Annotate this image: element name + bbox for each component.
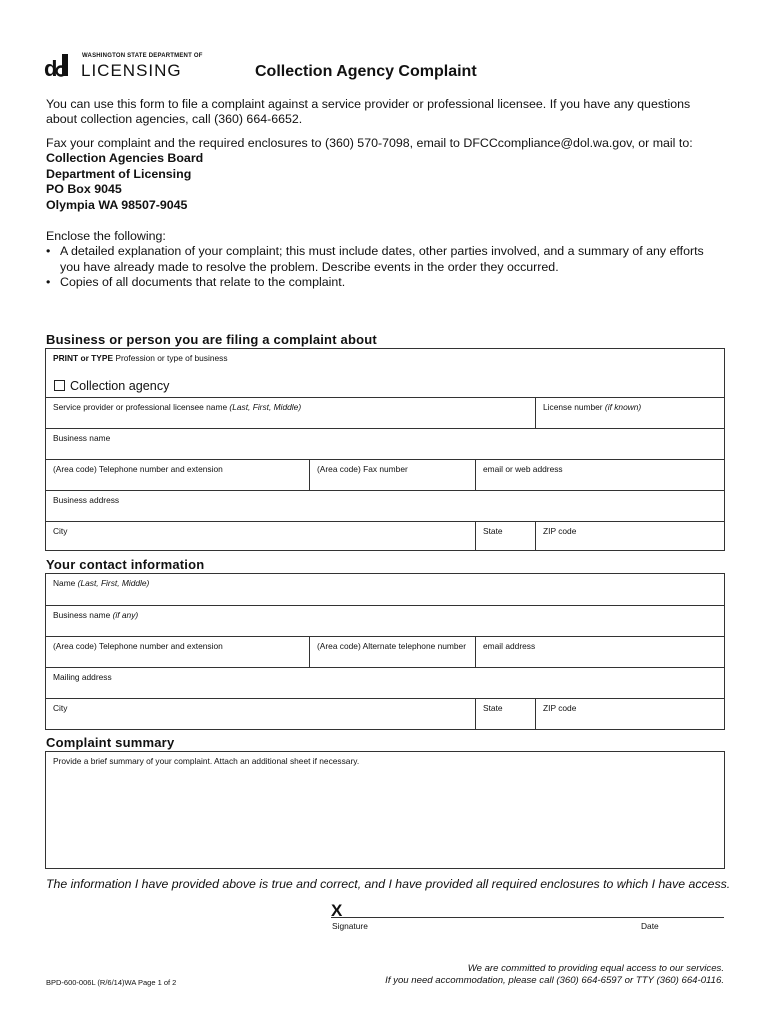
signature-label: Signature xyxy=(332,921,368,931)
summary-instructions: Provide a brief summary of your complaint. Attach an additional sheet if necessary. xyxy=(53,756,360,766)
contact-city-row xyxy=(46,698,724,730)
contact-name-label: Name xyxy=(53,578,76,588)
contact-phone-field[interactable] xyxy=(46,637,309,667)
contact-city-field[interactable] xyxy=(46,699,475,730)
business-address-field[interactable] xyxy=(46,491,724,521)
business-zip-field[interactable] xyxy=(535,522,724,551)
business-address-label: Business address xyxy=(53,495,120,505)
business-state-field[interactable] xyxy=(475,522,535,551)
collection-agency-checkbox[interactable] xyxy=(54,380,65,391)
business-fax-field[interactable] xyxy=(309,460,475,490)
dol-logo-mark-icon xyxy=(44,52,78,80)
contact-name-row xyxy=(46,574,724,605)
contact-section-heading: Your contact information xyxy=(46,557,205,572)
business-phone-row xyxy=(46,459,724,490)
svg-text:d: d xyxy=(44,56,58,80)
contact-mailing-address-field[interactable] xyxy=(46,668,724,698)
enclose-item-1-line-1: A detailed explanation of your complaint; this must include dates, other parties involved, and a summary of any efforts xyxy=(60,244,704,258)
contact-state-label: State xyxy=(483,703,503,713)
contact-form xyxy=(45,573,725,730)
contact-business-name-hint: (if any) xyxy=(110,610,139,620)
licensee-row xyxy=(46,397,724,428)
business-zip-label: ZIP code xyxy=(543,526,577,536)
business-address-row xyxy=(46,490,724,521)
license-number-field[interactable] xyxy=(535,398,724,428)
contact-business-name-field[interactable] xyxy=(46,606,724,636)
license-number-label: License number xyxy=(543,402,603,412)
bullet-icon: • xyxy=(46,275,51,289)
business-email-field[interactable] xyxy=(475,460,724,490)
dol-logo xyxy=(44,50,203,82)
licensee-name-field[interactable] xyxy=(46,398,535,428)
fax-instructions: Fax your complaint and the required enclosures to (360) 570-7098, email to DFCCcompliance@dol.wa.gov, or mail to: xyxy=(46,136,693,150)
business-section-heading: Business or person you are filing a complaint about xyxy=(46,332,377,347)
business-phone-label: (Area code) Telephone number and extension xyxy=(53,464,223,474)
business-phone-field[interactable] xyxy=(46,460,309,490)
address-line-2: Department of Licensing xyxy=(46,167,192,181)
business-city-label: City xyxy=(53,526,68,536)
license-number-hint: (if known) xyxy=(602,402,642,412)
business-state-label: State xyxy=(483,526,503,536)
collection-agency-label: Collection agency xyxy=(70,379,170,393)
profession-row[interactable] xyxy=(46,349,724,397)
address-line-4: Olympia WA 98507-9045 xyxy=(46,198,188,212)
enclose-heading: Enclose the following: xyxy=(46,229,166,243)
licensee-name-label: Service provider or professional licensee name xyxy=(53,402,228,412)
intro-line-2: about collection agencies, call (360) 664-6652. xyxy=(46,112,303,126)
contact-alt-phone-label: (Area code) Alternate telephone number xyxy=(317,641,466,651)
address-line-3: PO Box 9045 xyxy=(46,182,122,196)
contact-name-field[interactable] xyxy=(46,574,724,605)
profession-label: Profession or type of business xyxy=(113,353,228,363)
contact-email-field[interactable] xyxy=(475,637,724,667)
enclose-item-2-text: Copies of all documents that relate to the complaint. xyxy=(60,275,346,289)
print-type-label: PRINT or TYPE xyxy=(53,353,114,363)
contact-phone-row xyxy=(46,636,724,667)
business-fax-label: (Area code) Fax number xyxy=(317,464,408,474)
contact-name-hint: (Last, First, Middle) xyxy=(75,578,150,588)
business-name-field[interactable] xyxy=(46,429,724,459)
business-city-field[interactable] xyxy=(46,522,475,551)
logo-licensing: LICENSING xyxy=(81,61,182,80)
business-city-row xyxy=(46,521,724,551)
contact-state-field[interactable] xyxy=(475,699,535,730)
business-name-label: Business name xyxy=(53,433,111,443)
licensee-name-hint: (Last, First, Middle) xyxy=(227,402,302,412)
contact-business-name-label: Business name xyxy=(53,610,111,620)
signature-line[interactable] xyxy=(331,917,724,918)
contact-email-label: email address xyxy=(483,641,536,651)
address-line-1: Collection Agencies Board xyxy=(46,151,204,165)
bullet-icon: • xyxy=(46,244,51,258)
logo-department: WASHINGTON STATE DEPARTMENT OF xyxy=(82,53,203,59)
access-line-2: If you need accommodation, please call (360) 664-6597 or TTY (360) 664-0116. xyxy=(385,975,724,986)
contact-alt-phone-field[interactable] xyxy=(309,637,475,667)
signature-x-mark: X xyxy=(331,901,343,920)
contact-city-label: City xyxy=(53,703,68,713)
date-label: Date xyxy=(641,921,659,931)
summary-textarea[interactable] xyxy=(45,751,725,869)
contact-zip-label: ZIP code xyxy=(543,703,577,713)
page-title: Collection Agency Complaint xyxy=(255,63,477,80)
contact-zip-field[interactable] xyxy=(535,699,724,730)
business-name-row xyxy=(46,428,724,459)
attestation-text: The information I have provided above is true and correct, and I have provided all required enclosures to which I have access. xyxy=(46,877,731,891)
summary-instructions-cell xyxy=(46,752,724,868)
access-line-1: We are committed to providing equal access to our services. xyxy=(467,963,724,974)
contact-business-row xyxy=(46,605,724,636)
form-id: BPD-600-006L (R/6/14)WA Page 1 of 2 xyxy=(46,978,177,987)
summary-section-heading: Complaint summary xyxy=(46,735,175,750)
enclose-item-1-line-2: you have already made to resolve the problem. Describe events in the order they occurred. xyxy=(60,260,559,274)
business-form xyxy=(45,348,725,551)
contact-mailing-address-label: Mailing address xyxy=(53,672,112,682)
contact-phone-label: (Area code) Telephone number and extension xyxy=(53,641,223,651)
intro-line-1: You can use this form to file a complaint against a service provider or professional licensee. If you have any questions xyxy=(46,97,691,111)
contact-mailing-row xyxy=(46,667,724,698)
business-email-label: email or web address xyxy=(483,464,563,474)
